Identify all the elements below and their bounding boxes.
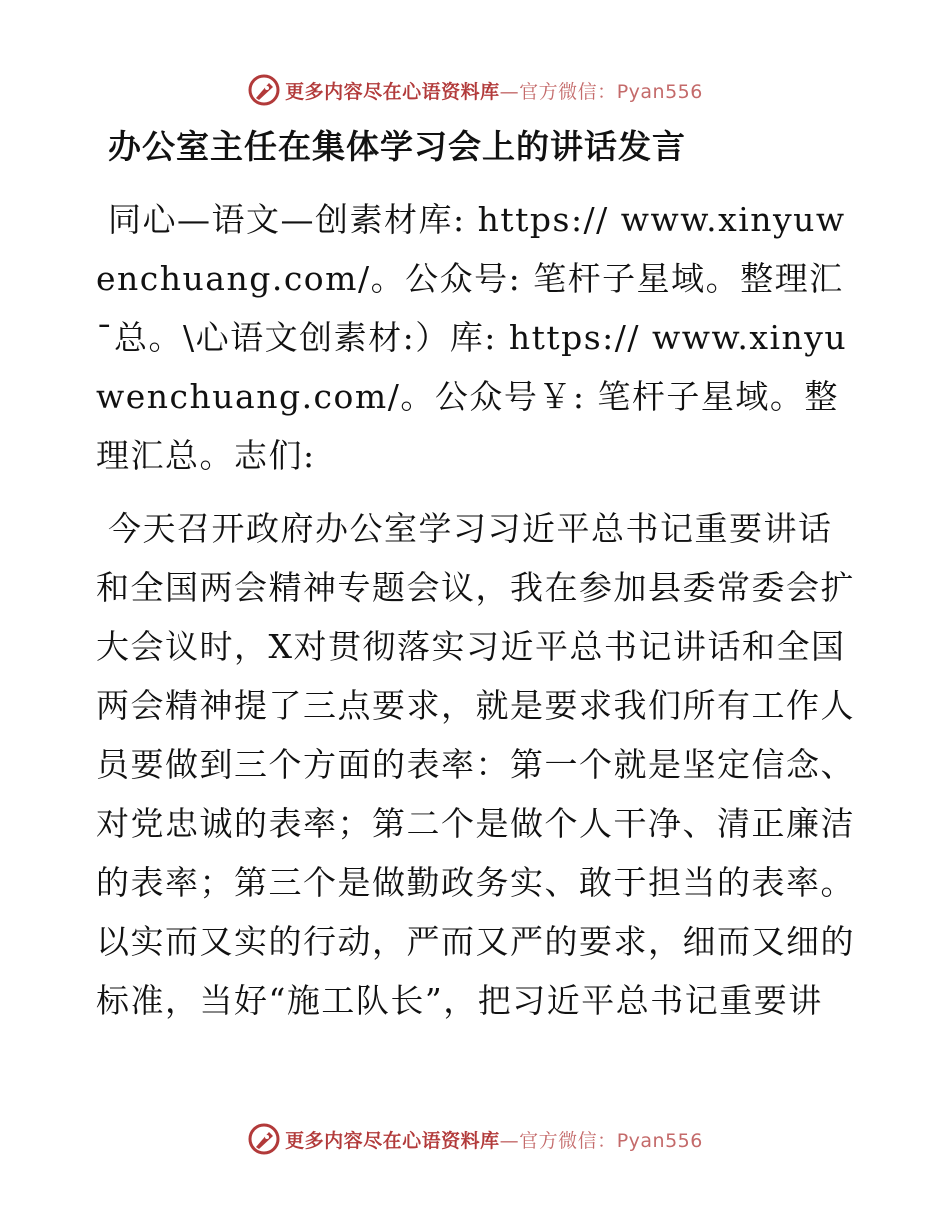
banner-main-text: 更多内容尽在心语资料库 [285, 1129, 500, 1152]
paragraph-source-note: 同心—语文—创素材库: https:// www.xinyuwenchuang.com/。公众号: 笔杆子星域。整理汇¯总。\心语文创素材:）库: https:// www.xinyuwenchuang.com/。公众号￥: 笔杆子星域。整理汇总。志们: [96, 200, 848, 475]
footer-banner [0, 1121, 950, 1157]
banner-text [285, 1126, 703, 1153]
pen-nib-logo-icon [247, 73, 281, 107]
header-banner [0, 72, 950, 108]
paragraph-speech-body: 今天召开政府办公室学习习近平总书记重要讲话和全国两会精神专题会议，我在参加县委常委会扩大会议时，X对贯彻落实习近平总书记讲话和全国两会精神提了三点要求，就是要求我们所有工作人员要做到三个方面的表率：第一个就是坚定信念、对党忠诚的表率；第二个是做个人干净、清正廉洁的表率；第三个是做勤政务实、敢于担当的表率。以实而又实的行动，严而又严的要求，细而又细的标准，当好“施工队长”，把习近平总书记重要讲 [96, 509, 855, 1020]
document-body [96, 118, 856, 1030]
banner-separator-text: —官方微信： [499, 80, 617, 103]
banner-separator-text: —官方微信： [499, 1129, 617, 1152]
banner-text [285, 77, 703, 104]
document-title: 办公室主任在集体学习会上的讲话发言 [108, 127, 686, 166]
banner-wechat-id: Pyan556 [616, 80, 703, 103]
banner-wechat-id: Pyan556 [616, 1129, 703, 1152]
banner-main-text: 更多内容尽在心语资料库 [285, 80, 500, 103]
pen-nib-logo-icon [247, 1122, 281, 1156]
